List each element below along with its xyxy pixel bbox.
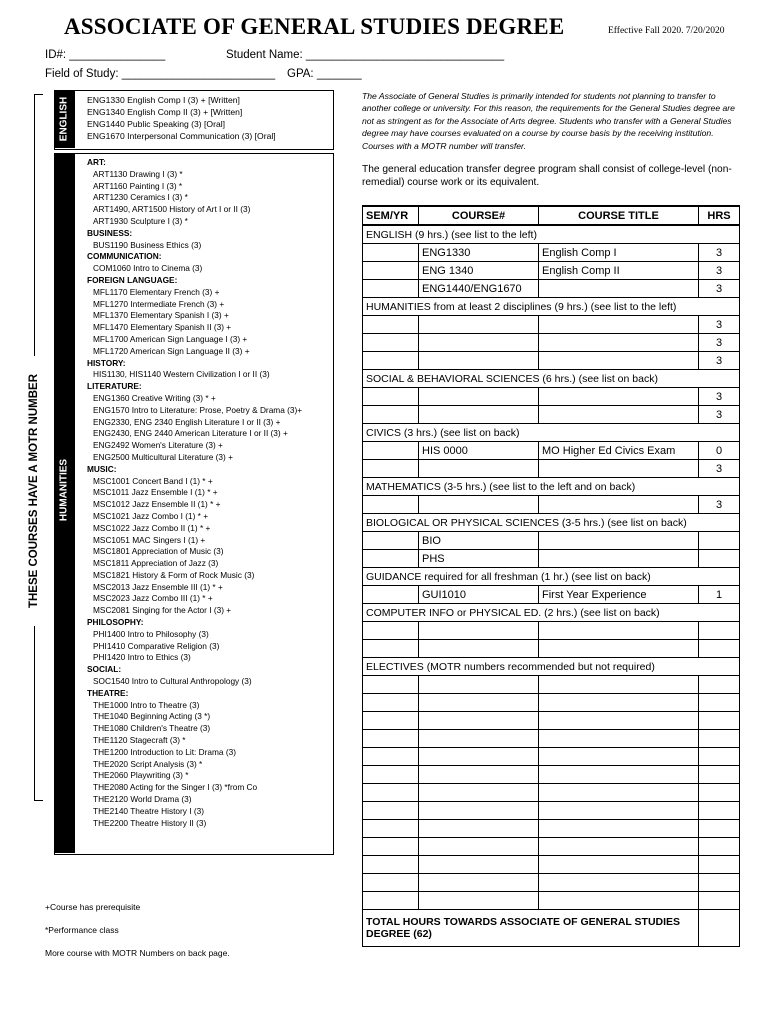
course-title-cell[interactable] <box>539 496 699 514</box>
course-number-cell[interactable] <box>419 406 539 424</box>
sem-cell[interactable] <box>363 874 419 892</box>
list-item: PHI1400 Intro to Philosophy (3) <box>93 628 209 639</box>
hours-cell[interactable] <box>699 784 740 802</box>
list-item: ENG1570 Intro to Literature: Prose, Poetry & Drama (3)+ <box>93 404 303 415</box>
list-item: MSC1801 Appreciation of Music (3) <box>93 546 224 557</box>
sem-cell[interactable] <box>363 442 419 460</box>
hours-cell[interactable]: 0 <box>699 442 740 460</box>
bracket-top <box>34 94 43 95</box>
course-title-cell[interactable] <box>539 406 699 424</box>
course-title-cell[interactable] <box>539 766 699 784</box>
table-row <box>363 784 740 802</box>
course-title-cell[interactable]: English Comp II <box>539 262 699 280</box>
table-row <box>363 730 740 748</box>
list-item: ART1930 Sculpture I (3) * <box>93 215 188 226</box>
course-title-cell[interactable] <box>539 532 699 550</box>
hours-cell[interactable]: 3 <box>699 334 740 352</box>
section-row <box>363 225 740 244</box>
course-title-cell[interactable] <box>539 694 699 712</box>
list-item: BUS1190 Business Ethics (3) <box>93 239 202 250</box>
course-title-cell[interactable] <box>539 280 699 298</box>
list-item: MSC1021 Jazz Combo I (1) * + <box>93 510 209 521</box>
section-label: SOCIAL & BEHAVIORAL SCIENCES (6 hrs.) (see list on back) <box>363 370 740 388</box>
list-item: ART1130 Drawing I (3) * <box>93 168 183 179</box>
list-item: ART1160 Painting I (3) * <box>93 180 183 191</box>
table-row <box>363 406 740 424</box>
list-heading: COMMUNICATION: <box>87 251 162 262</box>
sem-cell[interactable] <box>363 694 419 712</box>
hours-cell[interactable] <box>699 748 740 766</box>
list-item: MSC1022 Jazz Combo II (1) * + <box>93 522 211 533</box>
list-heading: LITERATURE: <box>87 381 142 392</box>
course-number-cell[interactable] <box>419 802 539 820</box>
table-row <box>363 316 740 334</box>
list-item: MSC1811 Appreciation of Jazz (3) <box>93 558 219 569</box>
table-row <box>363 874 740 892</box>
list-item: ENG1330 English Comp I (3) + [Written] <box>87 95 240 105</box>
hours-cell[interactable] <box>699 532 740 550</box>
list-item: MFL1700 American Sign Language I (3) + <box>93 333 248 344</box>
course-number-cell[interactable] <box>419 640 539 658</box>
sem-cell[interactable] <box>363 802 419 820</box>
hours-cell[interactable]: 3 <box>699 406 740 424</box>
course-number-cell[interactable] <box>419 694 539 712</box>
list-item: ENG1360 Creative Writing (3) * + <box>93 392 216 403</box>
course-number-cell[interactable]: ENG1330 <box>419 244 539 262</box>
humanities-tab-label: HUMANITIES <box>58 458 70 522</box>
list-heading: ART: <box>87 157 106 167</box>
hours-cell[interactable] <box>699 874 740 892</box>
table-row <box>363 532 740 550</box>
list-item: COM1060 Intro to Cinema (3) <box>93 263 203 274</box>
course-title-cell[interactable] <box>539 352 699 370</box>
course-title-cell[interactable] <box>539 550 699 568</box>
course-title-cell[interactable] <box>539 802 699 820</box>
sem-cell[interactable] <box>363 892 419 910</box>
sem-cell[interactable] <box>363 262 419 280</box>
course-title-cell[interactable] <box>539 748 699 766</box>
list-item: THE1200 Introduction to Lit: Drama (3) <box>93 746 236 757</box>
sem-cell[interactable] <box>363 280 419 298</box>
list-item: THE2140 Theatre History I (3) <box>93 805 204 816</box>
bracket-line <box>34 94 35 356</box>
course-title-cell[interactable] <box>539 712 699 730</box>
hours-cell[interactable] <box>699 712 740 730</box>
course-number-cell[interactable]: GUI1010 <box>419 586 539 604</box>
list-item: MFL1370 Elementary Spanish I (3) + <box>93 310 229 321</box>
list-item: ENG1340 English Comp II (3) + [Written] <box>87 107 243 117</box>
section-row <box>363 298 740 316</box>
table-row <box>363 802 740 820</box>
table-row <box>363 748 740 766</box>
column-header: SEM/YR <box>363 206 419 225</box>
course-title-cell[interactable] <box>539 316 699 334</box>
section-label: HUMANITIES from at least 2 disciplines (9 hrs.) (see list to the left) <box>363 298 740 316</box>
table-row <box>363 460 740 478</box>
table-row <box>363 622 740 640</box>
section-label: CIVICS (3 hrs.) (see list on back) <box>363 424 740 442</box>
section-label: GUIDANCE required for all freshman (1 hr.) (see list on back) <box>363 568 740 586</box>
course-number-cell[interactable] <box>419 334 539 352</box>
sem-cell[interactable] <box>363 820 419 838</box>
sem-cell[interactable] <box>363 676 419 694</box>
list-item: ENG2492 Women's Literature (3) + <box>93 440 223 451</box>
list-item: PHI1410 Comparative Religion (3) <box>93 640 220 651</box>
list-item: THE1040 Beginning Acting (3 *) <box>93 711 211 722</box>
gpa-field[interactable]: GPA: _______ <box>287 68 362 80</box>
motr-side-label: THESE COURSES HAVE A MOTR NUMBER <box>28 373 40 609</box>
course-number-cell[interactable] <box>419 676 539 694</box>
course-title-cell[interactable] <box>539 856 699 874</box>
sem-cell[interactable] <box>363 244 419 262</box>
course-number-cell[interactable] <box>419 316 539 334</box>
list-item: ART1490, ART1500 History of Art I or II (3) <box>93 204 251 215</box>
course-title-cell[interactable] <box>539 892 699 910</box>
list-item: ENG2500 Multicultural Literature (3) + <box>93 451 233 462</box>
column-header: HRS <box>699 206 740 225</box>
prereq-note: +Course has prerequisite <box>45 902 141 912</box>
course-title-cell[interactable] <box>539 334 699 352</box>
sem-cell[interactable] <box>363 766 419 784</box>
hours-cell[interactable] <box>699 838 740 856</box>
table-row <box>363 892 740 910</box>
list-item: MFL1470 Elementary Spanish II (3) + <box>93 322 232 333</box>
section-row <box>363 424 740 442</box>
course-number-cell[interactable] <box>419 766 539 784</box>
performance-note: *Performance class <box>45 925 119 935</box>
english-tab-label: ENGLISH <box>58 96 70 142</box>
list-item: MSC2081 Singing for the Actor I (3) + <box>93 605 232 616</box>
hours-cell[interactable]: 3 <box>699 496 740 514</box>
total-hours-cell[interactable] <box>699 910 740 947</box>
student-name-field[interactable]: Student Name: _______________________________ <box>226 49 505 61</box>
course-title-cell[interactable] <box>539 838 699 856</box>
list-heading: SOCIAL: <box>87 664 122 675</box>
table-row <box>363 244 740 262</box>
sem-cell[interactable] <box>363 730 419 748</box>
section-label: BIOLOGICAL OR PHYSICAL SCIENCES (3-5 hrs.) (see list on back) <box>363 514 740 532</box>
table-row <box>363 856 740 874</box>
course-title-cell[interactable] <box>539 622 699 640</box>
sem-cell[interactable] <box>363 352 419 370</box>
list-heading: THEATRE: <box>87 687 129 698</box>
sem-cell[interactable] <box>363 748 419 766</box>
list-item: MSC1011 Jazz Ensemble I (1) * + <box>93 487 218 498</box>
course-number-cell[interactable]: ENG1440/ENG1670 <box>419 280 539 298</box>
sem-cell[interactable] <box>363 838 419 856</box>
list-item: THE1000 Intro to Theatre (3) <box>93 699 200 710</box>
hours-cell[interactable] <box>699 730 740 748</box>
hours-cell[interactable]: 3 <box>699 316 740 334</box>
sem-cell[interactable] <box>363 334 419 352</box>
field-of-study-field[interactable]: Field of Study: ________________________ <box>45 68 276 80</box>
section-row <box>363 568 740 586</box>
list-item: THE2060 Playwriting (3) * <box>93 770 189 781</box>
list-item: PHI1420 Intro to Ethics (3) <box>93 652 191 663</box>
course-number-cell[interactable]: PHS <box>419 550 539 568</box>
section-row <box>363 478 740 496</box>
course-number-cell[interactable] <box>419 874 539 892</box>
section-row <box>363 658 740 676</box>
table-row <box>363 262 740 280</box>
course-number-cell[interactable] <box>419 352 539 370</box>
course-number-cell[interactable] <box>419 460 539 478</box>
list-item: THE2080 Acting for the Singer I (3) *from Co <box>93 782 258 793</box>
list-item: MSC1001 Concert Band I (1) * + <box>93 475 213 486</box>
list-item: ENG2430, ENG 2440 American Literature I or II (3) + <box>93 428 288 439</box>
table-row <box>363 388 740 406</box>
course-number-cell[interactable] <box>419 496 539 514</box>
course-number-cell[interactable]: BIO <box>419 532 539 550</box>
list-item: MSC2013 Jazz Ensemble III (1) * + <box>93 581 223 592</box>
hours-cell[interactable]: 3 <box>699 352 740 370</box>
hours-cell[interactable] <box>699 694 740 712</box>
list-item: ENG1440 Public Speaking (3) [Oral] <box>87 119 226 129</box>
table-row <box>363 586 740 604</box>
hours-cell[interactable] <box>699 892 740 910</box>
table-row <box>363 550 740 568</box>
list-item: MSC1051 MAC Singers I (1) + <box>93 534 206 545</box>
course-title-cell[interactable] <box>539 874 699 892</box>
sem-cell[interactable] <box>363 406 419 424</box>
list-item: THE1120 Stagecraft (3) * <box>93 735 186 746</box>
table-row <box>363 820 740 838</box>
course-title-cell[interactable] <box>539 460 699 478</box>
course-number-cell[interactable] <box>419 712 539 730</box>
list-item: THE1080 Children's Theatre (3) <box>93 723 211 734</box>
table-row <box>363 838 740 856</box>
course-number-cell[interactable] <box>419 748 539 766</box>
list-heading: FOREIGN LANGUAGE: <box>87 274 178 285</box>
hours-cell[interactable] <box>699 802 740 820</box>
list-item: THE2120 World Drama (3) <box>93 794 192 805</box>
column-header: COURSE TITLE <box>539 206 699 225</box>
list-item: SOC1540 Intro to Cultural Anthropology (3) <box>93 676 252 687</box>
sem-cell[interactable] <box>363 550 419 568</box>
hours-cell[interactable]: 3 <box>699 262 740 280</box>
column-header: COURSE# <box>419 206 539 225</box>
id-field[interactable]: ID#: _______________ <box>45 49 166 61</box>
course-number-cell[interactable]: ENG 1340 <box>419 262 539 280</box>
total-row <box>363 910 740 947</box>
table-row <box>363 442 740 460</box>
page-title: ASSOCIATE OF GENERAL STUDIES DEGREE <box>64 14 565 39</box>
hours-cell[interactable] <box>699 640 740 658</box>
table-row <box>363 712 740 730</box>
course-plan-table <box>362 205 740 947</box>
course-title-cell[interactable] <box>539 730 699 748</box>
course-title-cell[interactable] <box>539 388 699 406</box>
course-number-cell[interactable] <box>419 388 539 406</box>
list-item: MSC1012 Jazz Ensemble II (1) * + <box>93 499 221 510</box>
table-header-row <box>363 206 740 225</box>
list-item: THE2020 Script Analysis (3) * <box>93 758 203 769</box>
course-title-cell[interactable]: MO Higher Ed Civics Exam <box>539 442 699 460</box>
course-number-cell[interactable] <box>419 784 539 802</box>
hours-cell[interactable] <box>699 676 740 694</box>
course-number-cell[interactable] <box>419 730 539 748</box>
course-title-cell[interactable]: First Year Experience <box>539 586 699 604</box>
list-item: ENG2330, ENG 2340 English Literature I or II (3) + <box>93 416 281 427</box>
course-number-cell[interactable] <box>419 892 539 910</box>
hours-cell[interactable] <box>699 820 740 838</box>
table-row <box>363 694 740 712</box>
table-row <box>363 640 740 658</box>
course-number-cell[interactable] <box>419 820 539 838</box>
sem-cell[interactable] <box>363 496 419 514</box>
table-row <box>363 280 740 298</box>
list-item: ENG1670 Interpersonal Communication (3) [Oral] <box>87 131 276 141</box>
list-item: MSC2023 Jazz Combo III (1) * + <box>93 593 213 604</box>
list-item: MFL1170 Elementary French (3) + <box>93 286 220 297</box>
intro-italic: The Associate of General Studies is primarily intended for students not planning to transfer to another college or university. For this reason, the requirements for the General Studies degree are not as stringent as for the Associate of Arts degree. Students who transfer with a General Studies degree may have courses evaluated on a course by course basis by the receiving institution. Courses with a MOTR number will transfer. <box>362 91 735 151</box>
sem-cell[interactable] <box>363 784 419 802</box>
section-label: COMPUTER INFO or PHYSICAL ED. (2 hrs.) (see list on back) <box>363 604 740 622</box>
section-row <box>363 604 740 622</box>
list-item: MSC1821 History & Form of Rock Music (3) <box>93 569 255 580</box>
sem-cell[interactable] <box>363 532 419 550</box>
sem-cell[interactable] <box>363 316 419 334</box>
list-item: MFL1720 American Sign Language II (3) + <box>93 345 250 356</box>
section-row <box>363 370 740 388</box>
bracket-line <box>34 626 35 800</box>
table-row <box>363 676 740 694</box>
section-label: MATHEMATICS (3-5 hrs.) (see list to the left and on back) <box>363 478 740 496</box>
sem-cell[interactable] <box>363 712 419 730</box>
hours-cell[interactable]: 3 <box>699 460 740 478</box>
list-heading: PHILOSOPHY: <box>87 617 144 628</box>
list-item: HIS1130, HIS1140 Western Civilization I or II (3) <box>93 369 270 380</box>
sem-cell[interactable] <box>363 622 419 640</box>
section-label: ELECTIVES (MOTR numbers recommended but not required) <box>363 658 740 676</box>
section-row <box>363 514 740 532</box>
list-item: MFL1270 Intermediate French (3) + <box>93 298 225 309</box>
hours-cell[interactable] <box>699 622 740 640</box>
hours-cell[interactable]: 3 <box>699 388 740 406</box>
hours-cell[interactable] <box>699 766 740 784</box>
table-row <box>363 352 740 370</box>
hours-cell[interactable]: 1 <box>699 586 740 604</box>
intro-plain: The general education transfer degree program shall consist of college-level (non-remedial) course work or its equivalent. <box>362 164 732 188</box>
total-label: TOTAL HOURS TOWARDS ASSOCIATE OF GENERAL STUDIES DEGREE (62) <box>363 910 699 947</box>
table-row <box>363 334 740 352</box>
course-title-cell[interactable] <box>539 784 699 802</box>
more-courses-note: More course with MOTR Numbers on back page. <box>45 948 230 958</box>
course-title-cell[interactable]: English Comp I <box>539 244 699 262</box>
course-number-cell[interactable]: HIS 0000 <box>419 442 539 460</box>
english-course-list <box>87 94 276 142</box>
list-item: THE2200 Theatre History II (3) <box>93 817 207 828</box>
course-title-cell[interactable] <box>539 640 699 658</box>
course-title-cell[interactable] <box>539 820 699 838</box>
course-number-cell[interactable] <box>419 856 539 874</box>
sem-cell[interactable] <box>363 586 419 604</box>
list-heading: HISTORY: <box>87 357 126 368</box>
course-number-cell[interactable] <box>419 838 539 856</box>
list-heading: MUSIC: <box>87 463 117 474</box>
hours-cell[interactable]: 3 <box>699 280 740 298</box>
list-item: ART1230 Ceramics I (3) * <box>93 192 188 203</box>
list-heading: BUSINESS: <box>87 227 133 238</box>
humanities-course-list <box>87 157 302 829</box>
hours-cell[interactable]: 3 <box>699 244 740 262</box>
sem-cell[interactable] <box>363 640 419 658</box>
table-row <box>363 766 740 784</box>
sem-cell[interactable] <box>363 856 419 874</box>
table-row <box>363 496 740 514</box>
bracket-bottom <box>34 800 43 801</box>
hours-cell[interactable] <box>699 856 740 874</box>
course-number-cell[interactable] <box>419 622 539 640</box>
sem-cell[interactable] <box>363 460 419 478</box>
course-title-cell[interactable] <box>539 676 699 694</box>
section-label: ENGLISH (9 hrs.) (see list to the left) <box>363 225 740 244</box>
sem-cell[interactable] <box>363 388 419 406</box>
effective-date: Effective Fall 2020. 7/20/2020 <box>608 26 725 36</box>
hours-cell[interactable] <box>699 550 740 568</box>
